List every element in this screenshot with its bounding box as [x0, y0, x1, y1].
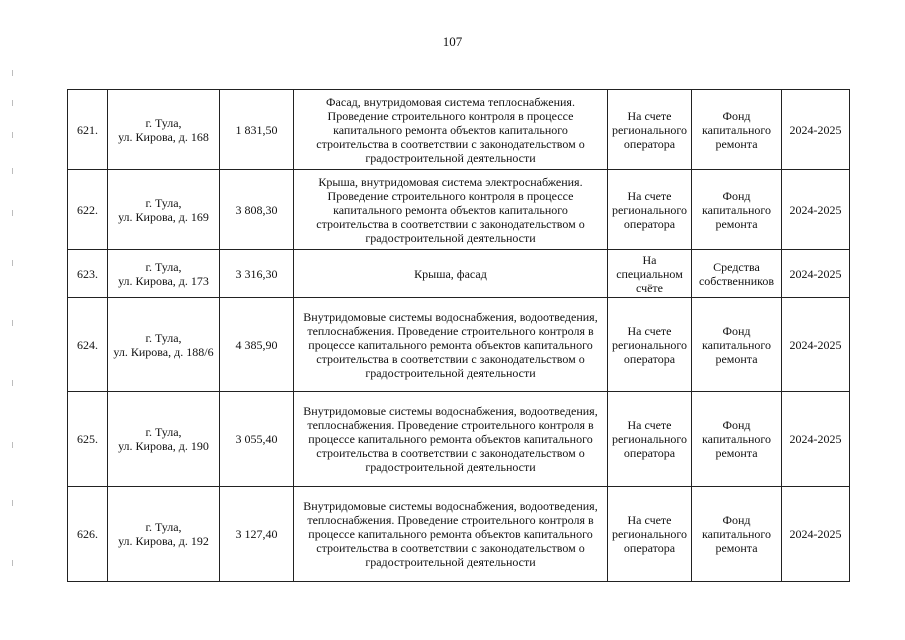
area-cell: 3 316,30 [220, 250, 294, 298]
works-cell: Крыша, внутридомовая система электроснабжения. Проведение строительного контроля в процессе капитального ремонта объектов капитального строительства в соответствии с законодательством о градостроительной деятельности [294, 170, 608, 250]
account-cell: На специальном счёте [608, 250, 692, 298]
fund-cell: Фонд капитального ремонта [692, 392, 782, 487]
row-number: 622. [68, 170, 108, 250]
period-cell: 2024-2025 [782, 487, 850, 582]
account-cell: На счете регионального оператора [608, 90, 692, 170]
address-city: г. Тула, [145, 115, 182, 130]
table-row [68, 298, 850, 392]
period-cell: 2024-2025 [782, 250, 850, 298]
works-cell: Внутридомовые системы водоснабжения, водоотведения, теплоснабжения. Проведение строительного контроля в процессе капитального ремонта объектов капитального строительства в соответствии с законодательством о градостроительной деятельности [294, 392, 608, 487]
address-city: г. Тула, [145, 520, 182, 534]
scan-margin-marks [12, 70, 14, 590]
address-street: ул. Кирова, д. 190 [118, 439, 209, 453]
period-cell: 2024-2025 [782, 90, 850, 170]
works-cell: Фасад, внутридомовая система теплоснабжения. Проведение строительного контроля в процессе капитального ремонта объектов капитального строительства в соответствии с законодательством о градостроительной деятельности [294, 90, 608, 170]
table-row [68, 487, 850, 582]
row-number: 623. [68, 250, 108, 298]
works-cell: Крыша, фасад [294, 250, 608, 298]
account-cell: На счете регионального оператора [608, 487, 692, 582]
address-city: г. Тула, [145, 425, 182, 439]
table-row [68, 90, 850, 170]
address-street: ул. Кирова, д. 169 [118, 209, 209, 224]
address-cell [108, 487, 220, 582]
table-row [68, 170, 850, 250]
area-cell: 3 055,40 [220, 392, 294, 487]
account-cell: На счете регионального оператора [608, 392, 692, 487]
area-cell: 3 127,40 [220, 487, 294, 582]
repair-program-table [67, 89, 850, 582]
address-cell [108, 392, 220, 487]
address-city: г. Тула, [145, 195, 182, 210]
row-number: 624. [68, 298, 108, 392]
address-cell [108, 170, 220, 250]
area-cell: 1 831,50 [220, 90, 294, 170]
account-cell: На счете регионального оператора [608, 170, 692, 250]
fund-cell: Фонд капитального ремонта [692, 487, 782, 582]
address-cell [108, 298, 220, 392]
table-row [68, 392, 850, 487]
address-city: г. Тула, [145, 330, 182, 345]
row-number: 621. [68, 90, 108, 170]
address-cell [108, 250, 220, 298]
row-number: 626. [68, 487, 108, 582]
fund-cell: Фонд капитального ремонта [692, 298, 782, 392]
table-row [68, 250, 850, 298]
works-cell: Внутридомовые системы водоснабжения, водоотведения, теплоснабжения. Проведение строительного контроля в процессе капитального ремонта объектов капитального строительства в соответствии с законодательством о градостроительной деятельности [294, 487, 608, 582]
row-number: 625. [68, 392, 108, 487]
address-street: ул. Кирова, д. 168 [118, 129, 209, 144]
account-cell: На счете регионального оператора [608, 298, 692, 392]
address-street: ул. Кирова, д. 173 [118, 273, 209, 288]
fund-cell: Фонд капитального ремонта [692, 170, 782, 250]
address-cell [108, 90, 220, 170]
area-cell: 4 385,90 [220, 298, 294, 392]
period-cell: 2024-2025 [782, 170, 850, 250]
fund-cell: Средства собственников [692, 250, 782, 298]
fund-cell: Фонд капитального ремонта [692, 90, 782, 170]
period-cell: 2024-2025 [782, 392, 850, 487]
address-city: г. Тула, [145, 259, 182, 274]
address-street: ул. Кирова, д. 192 [118, 534, 209, 548]
address-street: ул. Кирова, д. 188/6 [113, 344, 214, 359]
period-cell: 2024-2025 [782, 298, 850, 392]
area-cell: 3 808,30 [220, 170, 294, 250]
page-number: 107 [442, 34, 463, 49]
works-cell: Внутридомовые системы водоснабжения, водоотведения, теплоснабжения. Проведение строительного контроля в процессе капитального ремонта объектов капитального строительства в соответствии с законодательством о градостроительной деятельности [294, 298, 608, 392]
